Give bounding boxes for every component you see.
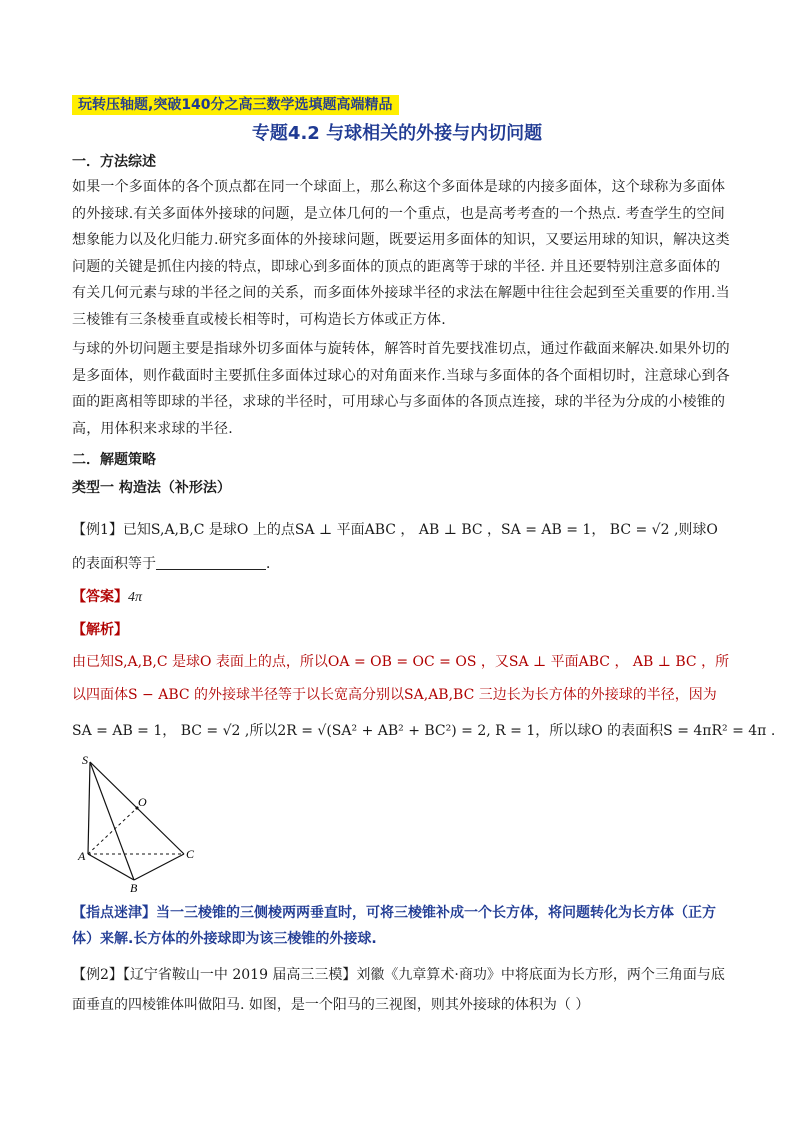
text-line: 是多面体，则作截面时主要抓住多面体过球心的对角面来作.当球与多面体的各个面相切时，注意球心到各 xyxy=(72,367,730,384)
edge-bc xyxy=(134,854,184,880)
solution-line1: 由已知S,A,B,C 是球O 表面上的点，所以OA = OB = OC = OS ，又SA ⊥ 平面ABC ， AB ⊥ BC ，所 xyxy=(72,654,730,670)
edge-sa xyxy=(88,762,90,854)
example2-line2: 面垂直的四棱锥体叫做阳马. 如图，是一个阳马的三视图，则其外接球的体积为（ ） xyxy=(72,997,590,1013)
example1-question-text: 的表面积等于 xyxy=(72,556,156,572)
tip-line1: 【指点迷津】当一三棱锥的三侧棱两两垂直时，可将三棱锥补成一个长方体，将问题转化为长方体（正方 xyxy=(72,905,716,921)
text-line: 有关几何元素与球的半径之间的关系，而多面体外接球半径的求法在解题中往往会起到至关重要的作用.当 xyxy=(72,285,730,302)
answer-blank xyxy=(156,555,266,570)
answer-value: 4π xyxy=(128,590,143,605)
text-line: 的外接球.有关多面体外接球的问题，是立体几何的一个重点，也是高考考查的一个热点. 考查学生的空间 xyxy=(72,205,725,222)
text-line: 面的距离相等即球的半径，求球的半径时，可用球心与多面体的各顶点连接，球的半径为分成的小棱锥的 xyxy=(72,394,726,411)
example2-line1: 【例2】【辽宁省鞍山一中 2019 届高三三模】刘徽《九章算术·商功》中将底面为长方形，两个三角面与底 xyxy=(72,967,725,983)
section-heading-overview: 一．方法综述 xyxy=(72,154,156,170)
label-c: C xyxy=(186,847,195,861)
label-s: S xyxy=(82,753,88,767)
example1-answer xyxy=(72,586,732,609)
tetrahedron-figure xyxy=(72,752,212,894)
text-line: 与球的外切问题主要是指球外切多面体与旋转体，解答时首先要找准切点，通过作截面来解决.如果外切的 xyxy=(72,341,730,357)
answer-tag: 【答案】 xyxy=(72,589,128,605)
text-line: 如果一个多面体的各个顶点都在同一个球面上，那么称这个多面体是球的内接多面体，这个球称为多面体 xyxy=(72,179,726,195)
analysis-tag: 【解析】 xyxy=(72,622,128,638)
text-line: 想象能力以及化归能力.研究多面体的外接球问题，既要运用多面体的知识，又要运用球的知识，解决这类 xyxy=(72,232,730,249)
edge-ab xyxy=(88,854,134,880)
text-line: 高，用体积来求球的半径. xyxy=(72,420,233,437)
segment-ao-hidden xyxy=(88,808,137,854)
page-title: 专题4.2 与球相关的外接与内切问题 xyxy=(251,123,543,144)
label-a: A xyxy=(78,849,86,863)
solution-line3: SA = AB = 1， BC = √2 ,所以2R = √(SA² + AB² + BC²) = 2, R = 1，所以球O 的表面积S = 4πR² = 4π . xyxy=(72,723,776,739)
overview-paragraph-1 xyxy=(72,174,730,334)
example1-question-line2 xyxy=(72,553,732,575)
example1-question-line1: 【例1】已知S,A,B,C 是球O 上的点SA ⊥ 平面ABC ， AB ⊥ BC ，SA = AB = 1， BC = √2 ,则球O xyxy=(72,522,718,538)
solution-line2: 以四面体S − ABC 的外接球半径等于以长宽高分别以SA,AB,BC 三边长为长方体的外接球的半径，因为 xyxy=(72,687,717,703)
tip-line2: 体）来解.长方体的外接球即为该三棱锥的外接球. xyxy=(72,931,377,947)
text-line: 问题的关键是抓住内接的特点，即球心到多面体的顶点的距离等于球的半径. 并且还要特别注意多面体的 xyxy=(72,258,721,275)
edge-sb xyxy=(90,762,134,880)
series-banner: 玩转压轴题,突破140分之高三数学选填题高端精品 xyxy=(72,95,399,115)
overview-paragraph-2 xyxy=(72,336,730,442)
section-heading-strategy: 二．解题策略 xyxy=(72,452,156,468)
label-b: B xyxy=(130,881,138,894)
type-heading: 类型一 构造法（补形法） xyxy=(72,480,231,496)
text-line: 三棱锥有三条棱垂直或棱长相等时，可构造长方体或正方体. xyxy=(72,311,446,328)
label-o: O xyxy=(138,795,147,809)
example1-question-end: ． xyxy=(266,556,280,572)
